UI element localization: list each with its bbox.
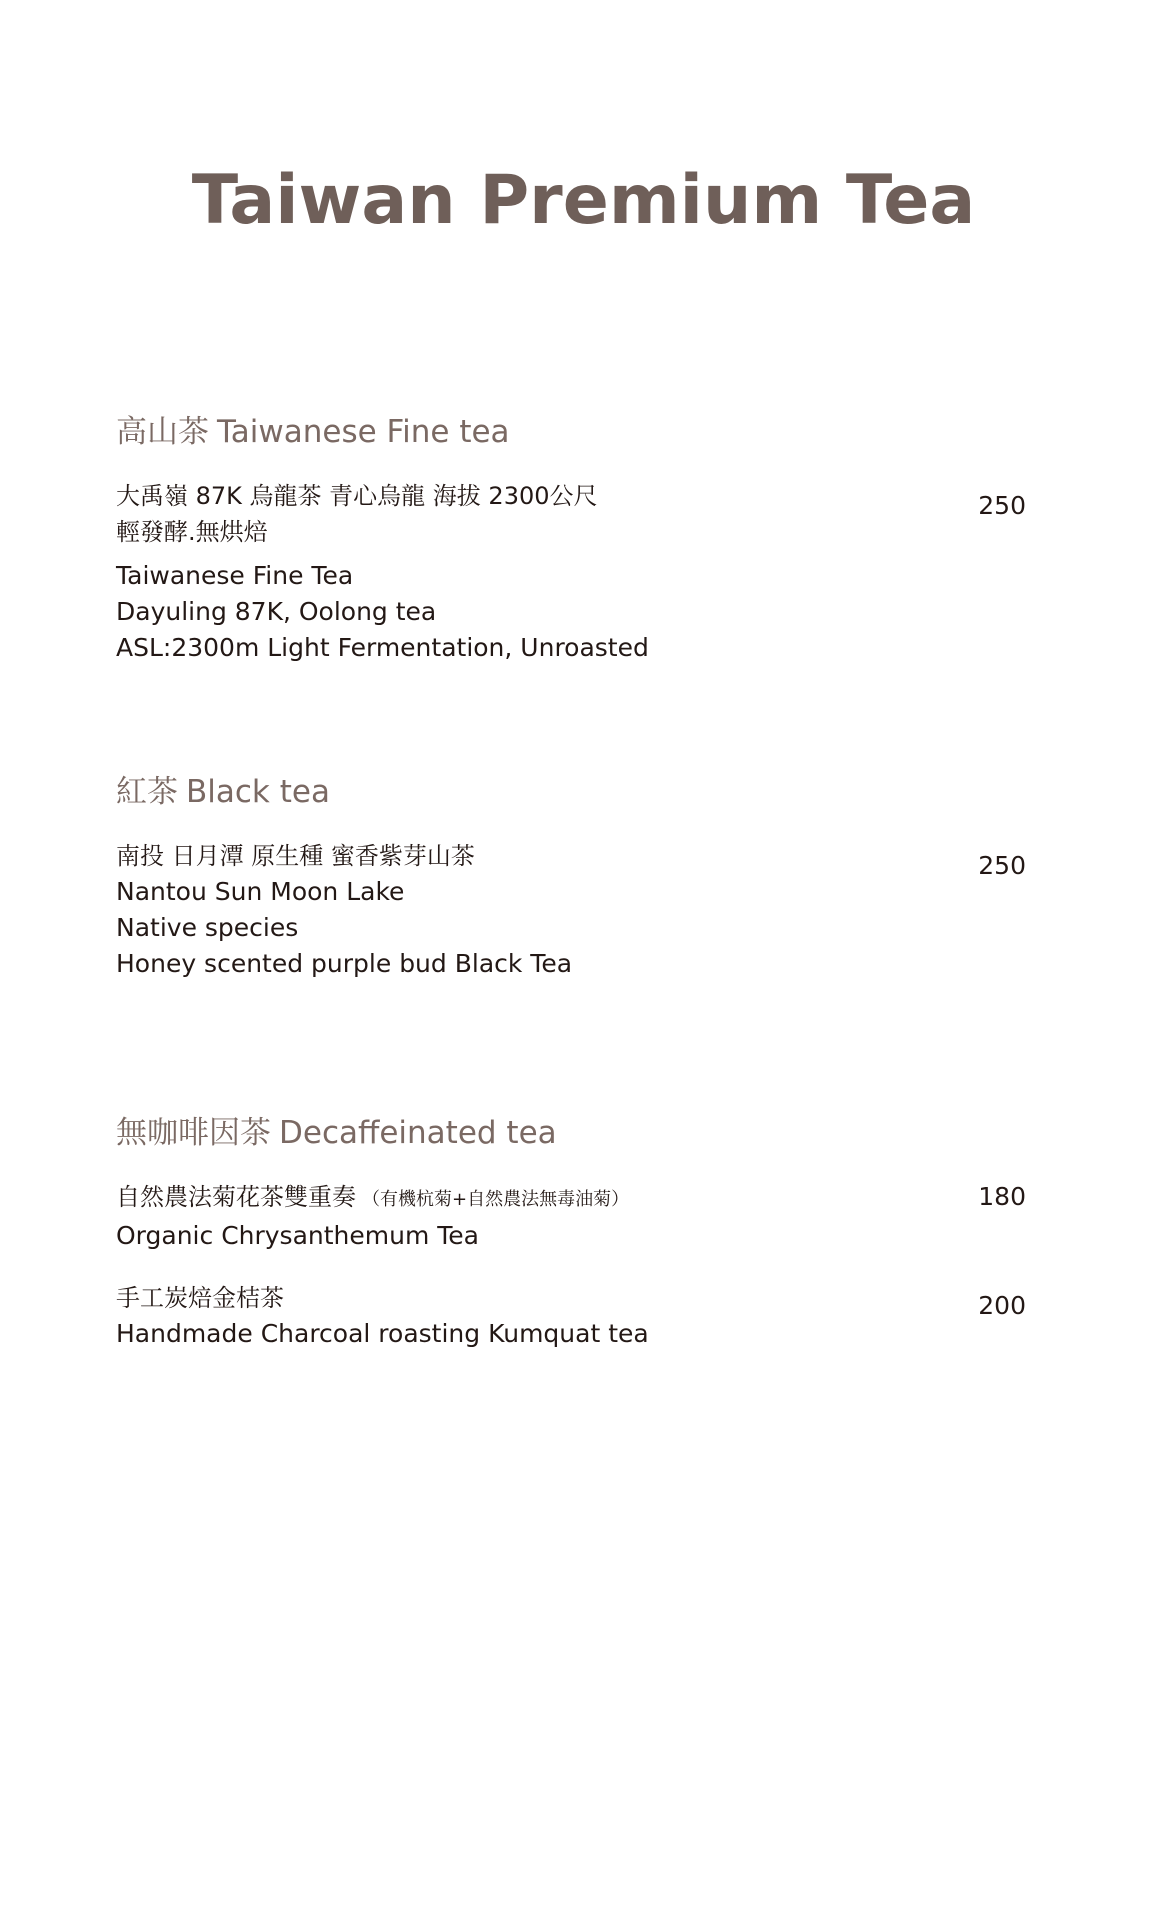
section-heading-en: Decaffeinated tea bbox=[279, 1115, 557, 1151]
section-heading-en: Taiwanese Fine tea bbox=[217, 414, 510, 450]
item-name-zh: 手工炭焙金桔茶 bbox=[116, 1284, 284, 1312]
section-heading bbox=[116, 772, 1026, 812]
menu-item bbox=[116, 838, 1026, 982]
item-name-zh bbox=[116, 1179, 1026, 1218]
menu-item bbox=[116, 478, 1026, 666]
section-heading-zh: 紅茶 bbox=[116, 774, 178, 810]
item-description: Honey scented purple bud Black Tea bbox=[116, 949, 573, 978]
section-decaf-tea bbox=[116, 1113, 1026, 1352]
item-name-en: Taiwanese Fine Tea bbox=[116, 561, 354, 590]
item-price: 200 bbox=[978, 1291, 1026, 1320]
menu-item bbox=[116, 1179, 1026, 1254]
item-name-en: Organic Chrysanthemum Tea bbox=[116, 1221, 480, 1250]
item-description: Dayuling 87K, Oolong tea bbox=[116, 597, 437, 626]
page-title: Taiwan Premium Tea bbox=[191, 161, 976, 240]
item-name-en: Handmade Charcoal roasting Kumquat tea bbox=[116, 1319, 649, 1348]
item-name-zh: 大禹嶺 87K 烏龍茶 青心烏龍 海拔 2300公尺 bbox=[116, 482, 598, 510]
item-note: （有機杭菊+自然農法無毒油菊） bbox=[362, 1189, 630, 1210]
section-heading-zh: 高山茶 bbox=[116, 414, 209, 450]
item-name-zh: 南投 日月潭 原生種 蜜香紫芽山茶 bbox=[116, 842, 475, 870]
item-price: 250 bbox=[978, 491, 1026, 520]
item-description: ASL:2300m Light Fermentation, Unroasted bbox=[116, 633, 649, 662]
item-name-zh: 輕發酵.無烘焙 bbox=[116, 518, 268, 546]
section-heading-zh: 無咖啡因茶 bbox=[116, 1115, 271, 1151]
item-description: Native species bbox=[116, 913, 299, 942]
section-heading bbox=[116, 412, 1026, 452]
section-heading-en: Black tea bbox=[186, 774, 330, 810]
item-price: 180 bbox=[978, 1182, 1026, 1211]
menu-item bbox=[116, 1280, 1026, 1352]
item-name-zh-text: 自然農法菊花茶雙重奏 bbox=[116, 1183, 356, 1211]
item-name-en: Nantou Sun Moon Lake bbox=[116, 877, 405, 906]
section-black-tea bbox=[116, 772, 1026, 982]
section-heading bbox=[116, 1113, 1026, 1153]
section-fine-tea bbox=[116, 412, 1026, 666]
item-price: 250 bbox=[978, 851, 1026, 880]
